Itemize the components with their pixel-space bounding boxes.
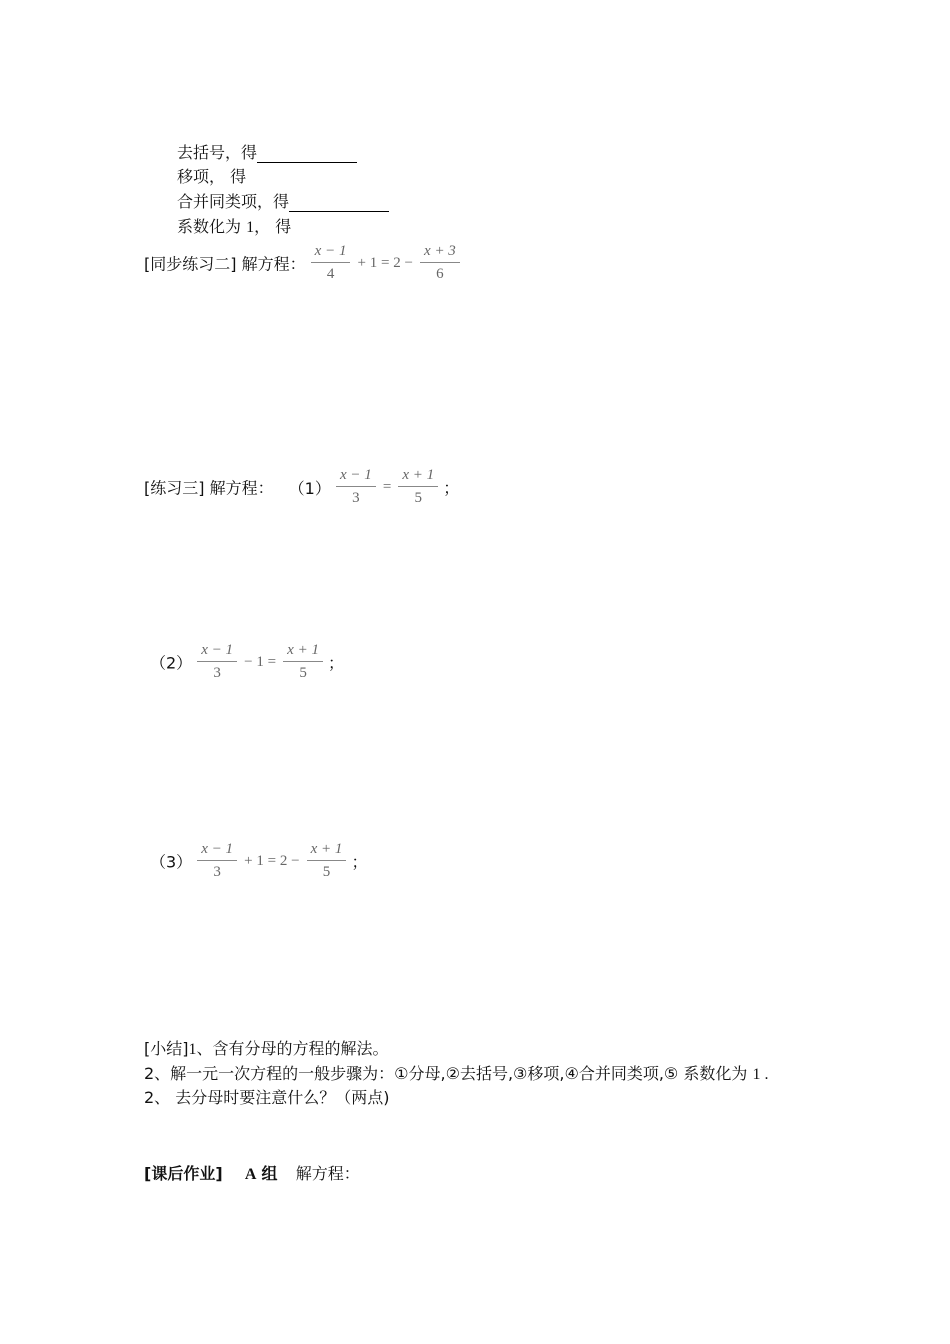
practice-three-item-2 [150,642,344,682]
practice-two [144,243,460,283]
group-word: 组 [261,1164,278,1183]
summary-text: 2、 去分母时要注意什么？（两点) [144,1088,390,1107]
summary-number: 1 [188,1041,197,1058]
step-text: 系数化为 [177,217,242,236]
numerator: x − 1 [197,841,237,861]
denominator: 5 [414,490,423,506]
step-number: 1 [246,219,255,236]
numerator: x − 1 [336,467,376,487]
numerator: x + 1 [398,467,438,487]
item-end: ； [328,653,345,673]
fraction [420,243,460,283]
step-normalize-coefficient [177,217,291,238]
answer-blank [289,195,389,212]
numerator: x − 1 [311,243,351,263]
summary-text: 2、解一元一次方程的一般步骤为：①分母,②去括号,③移项,④合并同类项,⑤ 系数化为 [144,1064,748,1083]
fraction [283,642,323,682]
fraction [197,841,237,881]
fraction [307,841,347,881]
step-text: 移项， 得 [177,167,247,186]
denominator: 5 [299,665,307,681]
step-combine-like-terms [177,192,389,212]
group-letter: A [244,1166,257,1183]
summary-label: [小结] [144,1039,189,1058]
operator: = [382,478,392,495]
homework-header [144,1164,360,1185]
step-remove-brackets [177,143,357,163]
step-text: ， 得 [254,217,292,236]
denominator: 3 [213,665,221,681]
numerator: x − 1 [197,642,237,662]
practice-three-item-1 [144,467,459,507]
item-tag: （3） [150,852,193,872]
denominator: 3 [352,490,360,506]
fraction [311,243,351,283]
summary-text: 、含有分母的方程的解法。 [196,1039,389,1058]
fraction [398,467,438,507]
operator: + 1 = 2 − [244,852,300,869]
denominator: 5 [322,864,331,880]
numerator: x + 3 [420,243,460,263]
fraction [197,642,237,682]
item-end: ； [351,852,368,872]
numerator: x + 1 [307,841,347,861]
summary-line-2 [144,1064,768,1085]
item-tag: （1） [288,478,331,498]
denominator: 4 [326,266,335,282]
item-end: ； [443,478,460,498]
homework-label: [课后作业] [144,1164,223,1183]
answer-blank [257,146,357,163]
item-tag: （2） [150,653,193,673]
operator: + 1 = 2 − [357,254,413,271]
numerator: x + 1 [283,642,323,662]
denominator: 6 [436,266,444,282]
practice-three-item-3 [150,841,368,881]
summary-line-3 [144,1088,390,1108]
fraction [336,467,376,507]
summary-end: . [760,1066,769,1083]
denominator: 3 [213,864,221,880]
practice-label: [同步练习二] 解方程： [144,254,306,274]
operator: − 1 = [244,653,277,670]
step-transpose [177,167,246,187]
practice-label: [练习三] 解方程： [144,478,274,498]
step-text: 合并同类项，得 [177,192,290,211]
step-text: 去括号，得 [177,143,258,162]
summary-number: 1 [752,1066,761,1083]
summary-line-1 [144,1039,389,1060]
homework-task: 解方程： [295,1164,360,1183]
